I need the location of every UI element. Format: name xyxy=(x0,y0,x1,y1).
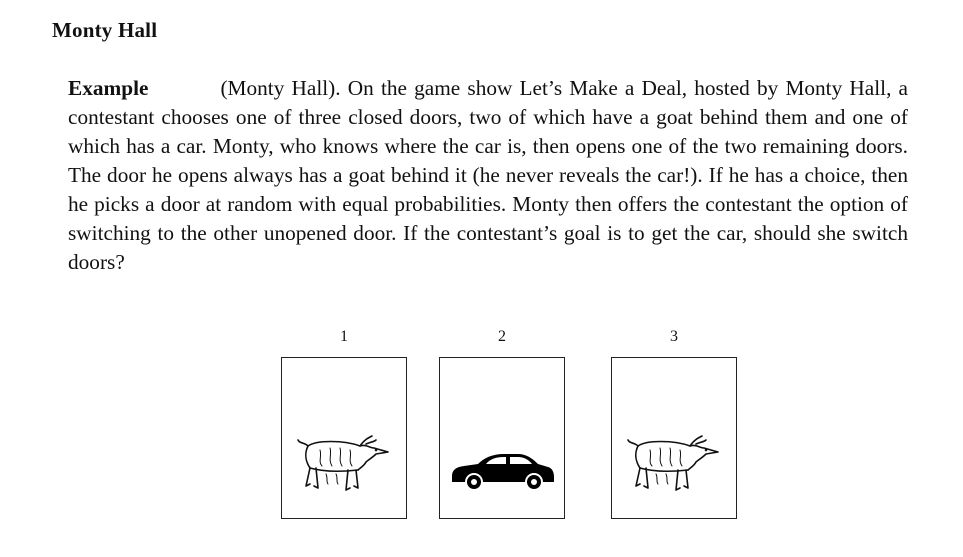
goat-icon xyxy=(296,434,392,494)
page-title: Monty Hall xyxy=(52,18,158,42)
goat-icon xyxy=(626,434,722,494)
door-3 xyxy=(611,357,737,519)
example-name: (Monty Hall). xyxy=(220,76,341,100)
car-icon xyxy=(448,450,556,492)
door-2 xyxy=(439,357,565,519)
door-number-2: 2 xyxy=(498,328,506,345)
door-1 xyxy=(281,357,407,519)
example-label: Example xyxy=(68,76,149,100)
door-number-3: 3 xyxy=(670,328,678,345)
door-number-1: 1 xyxy=(340,328,348,345)
example-text: On the game show Let’s Make a Deal, hosted by Monty Hall, a contestant chooses one of three closed doors, two of which have a goat behind them and one of which has a car. Monty, who knows where the car is, then opens one of the two remaining doors. The door he opens always has a goat behind it (he never reveals the car!). If he has a choice, then he picks a door at random with equal probabilities. Monty then offers the contestant the option of switching to the other unopened door. If the contestant’s goal is to get the car, should she switch doors? xyxy=(68,76,908,274)
example-paragraph xyxy=(68,74,908,277)
